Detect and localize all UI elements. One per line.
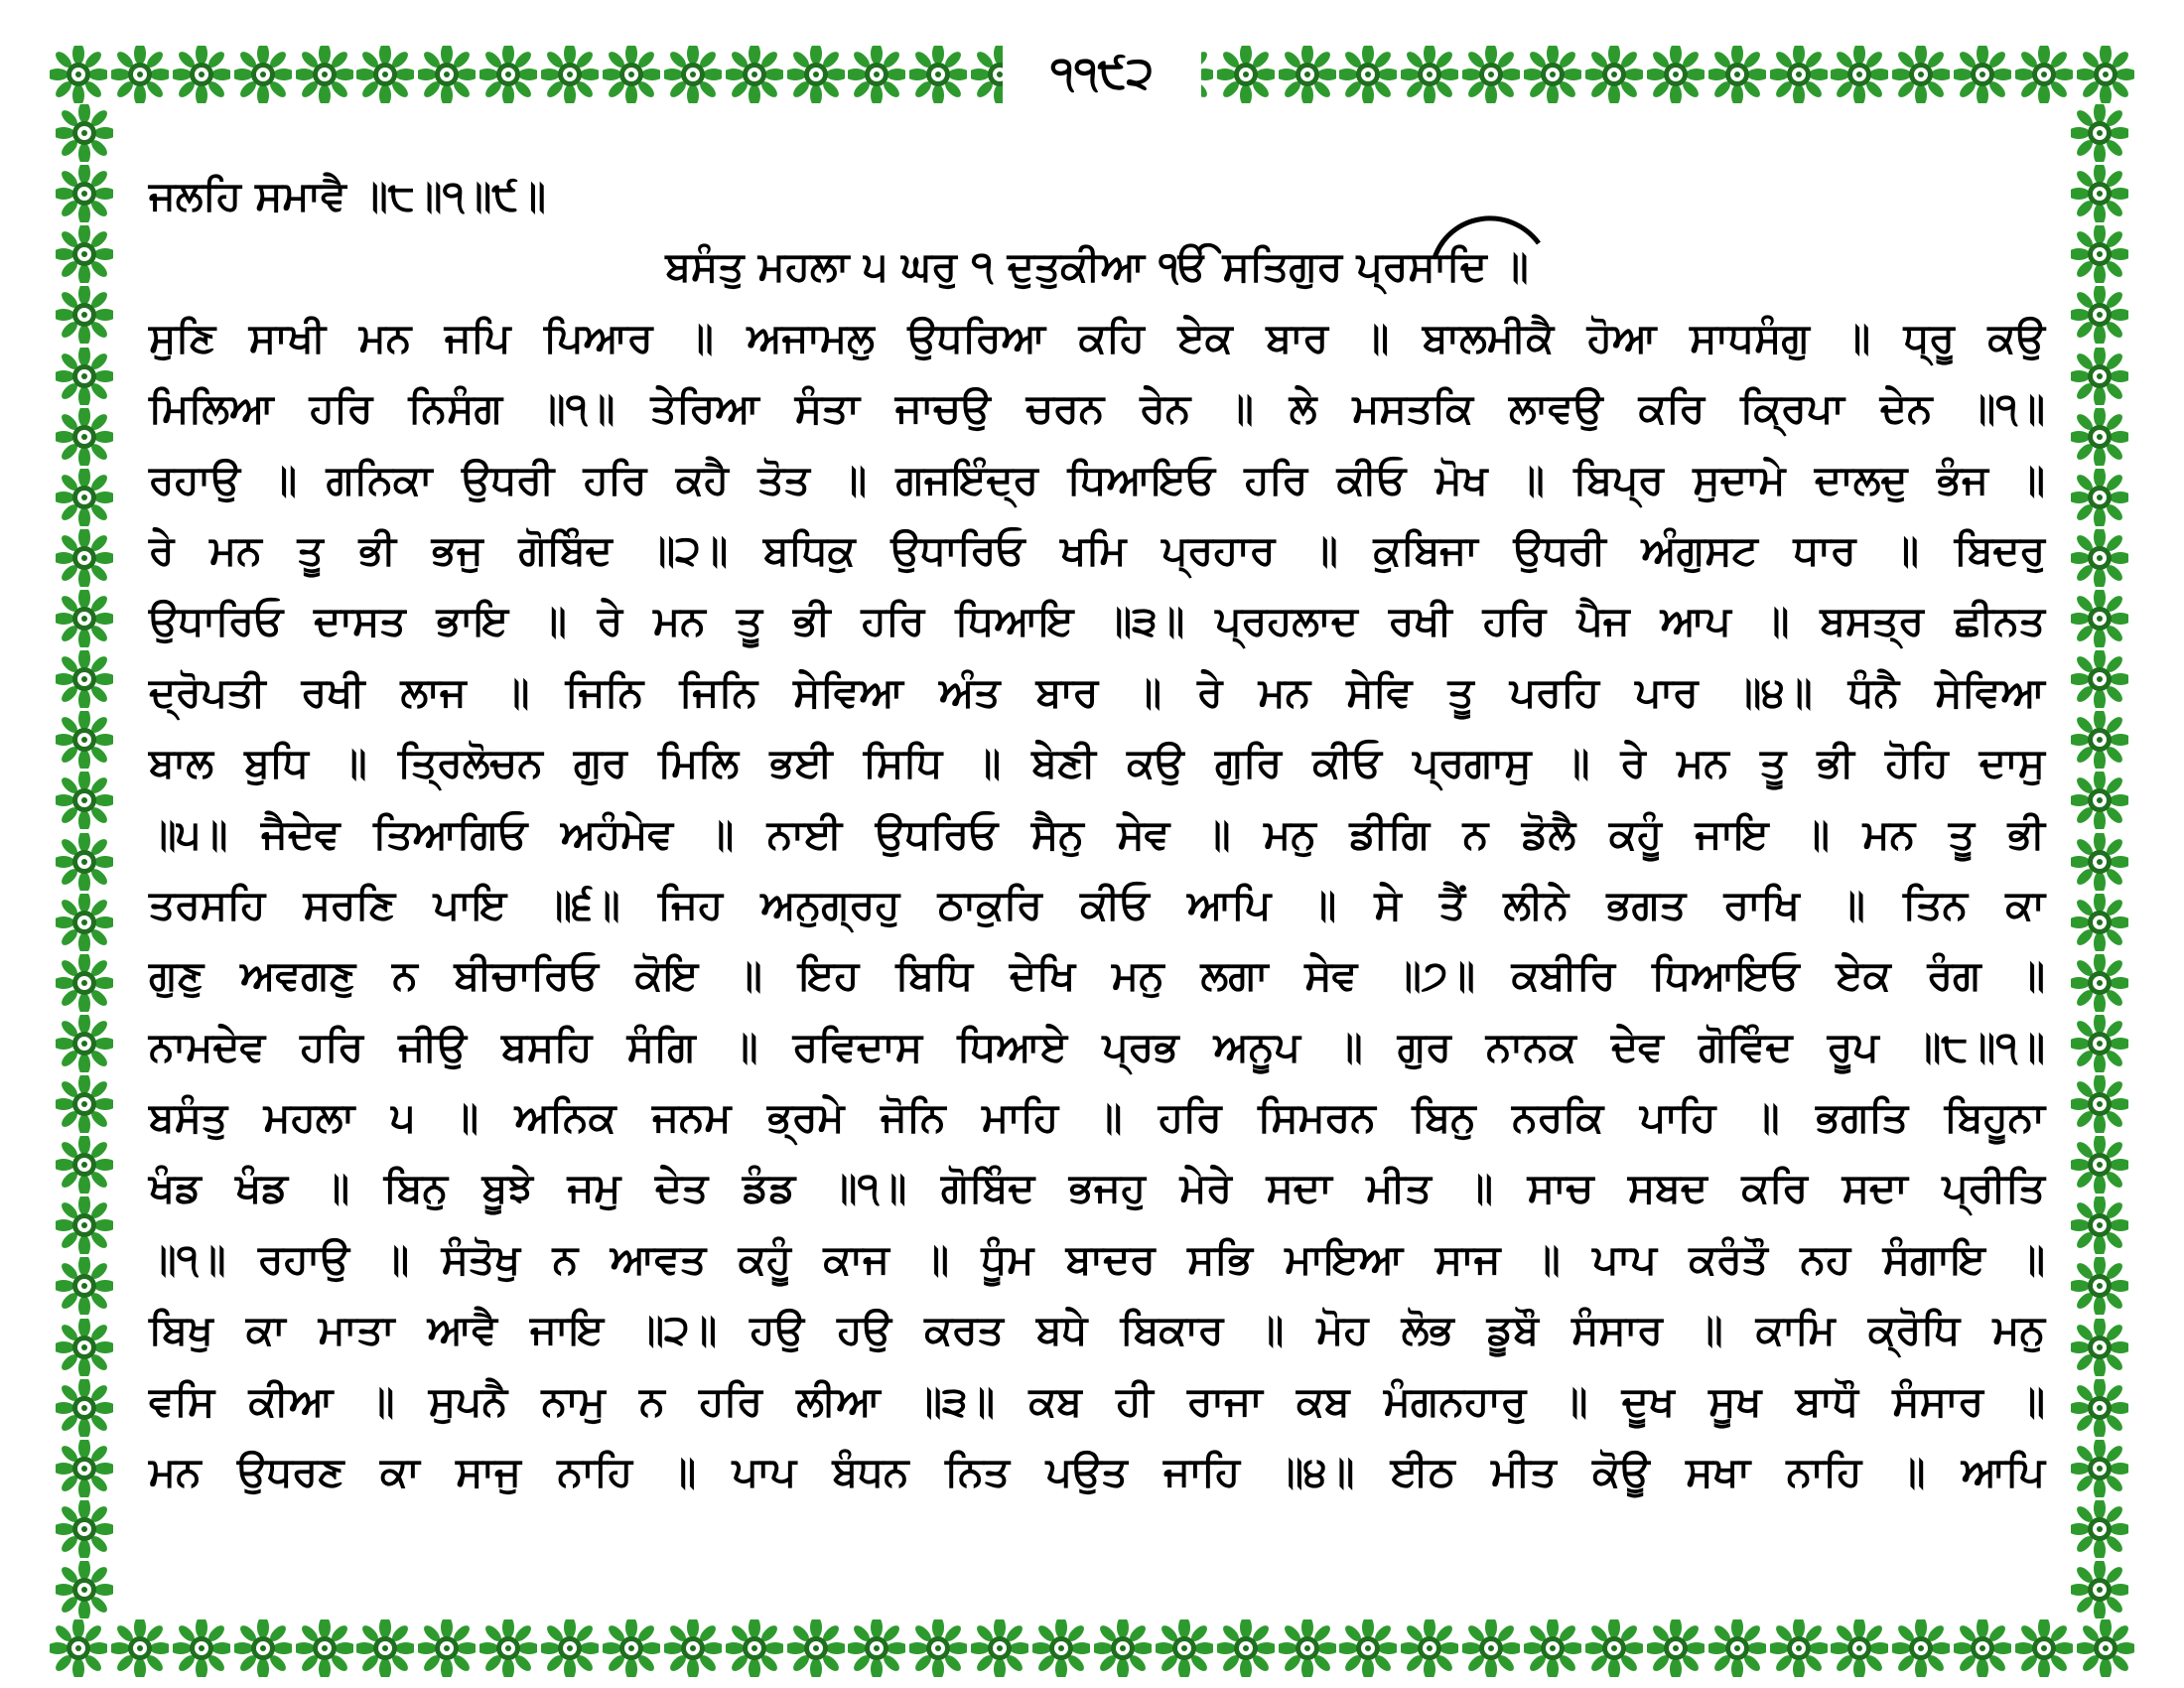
flower-icon	[2071, 1196, 2128, 1254]
flower-icon	[1708, 1619, 1766, 1677]
text-line: ਖੰਡ ਖੰਡ ॥ ਬਿਨੁ ਬੂਝੇ ਜਮੁ ਦੇਤ ਡੰਡ ॥੧॥ ਗੋਬਿੰਦ ਭਜਹੁ ਮੇਰੇ ਸਦਾ ਮੀਤ ॥ ਸਾਚ ਸਬਦ ਕਰਿ ਸਦਾ ਪ੍ਰੀਤਿ	[149, 1164, 2045, 1212]
text-line: ਨਾਮਦੇਵ ਹਰਿ ਜੀਉ ਬਸਹਿ ਸੰਗਿ ॥ ਰਵਿਦਾਸ ਧਿਆਏ ਪ੍ਰਭ ਅਨੂਪ ॥ ਗੁਰ ਨਾਨਕ ਦੇਵ ਗੋਵਿੰਦ ਰੂਪ ॥੮॥੧॥	[149, 1022, 2045, 1070]
flower-icon	[56, 1500, 113, 1558]
flower-icon	[56, 1257, 113, 1315]
flower-icon	[2071, 1136, 2128, 1194]
heading-text: ਬਸੰਤੁ ਮਹਲਾ ੫ ਘਰੁ ੧ ਦੁਤੁਕੀਆ ੴ ਸਤਿਗੁਰ ਪ੍ਰਸਾਦਿ ॥	[665, 242, 1529, 291]
flower-icon	[2071, 1075, 2128, 1133]
flower-icon	[2071, 1561, 2128, 1618]
text-line: ਮਨ ਉਧਰਣ ਕਾ ਸਾਜੁ ਨਾਹਿ ॥ ਪਾਪ ਬੰਧਨ ਨਿਤ ਪਉਤ ਜਾਹਿ ॥੪॥ ਈਠ ਮੀਤ ਕੋਊ ਸਖਾ ਨਾਹਿ ॥ ਆਪਿ	[149, 1448, 2045, 1496]
flower-icon	[56, 954, 113, 1012]
flower-icon	[1770, 46, 1828, 103]
flower-icon	[1339, 46, 1397, 103]
flower-icon	[848, 46, 905, 103]
flower-icon	[787, 46, 845, 103]
text-line: ਵਸਿ ਕੀਆ ॥ ਸੁਪਨੈ ਨਾਮੁ ਨ ਹਰਿ ਲੀਆ ॥੩॥ ਕਬ ਹੀ ਰਾਜਾ ਕਬ ਮੰਗਨਹਾਰੁ ॥ ਦੂਖ ਸੂਖ ਬਾਧੌ ਸੰਸਾਰ ॥	[149, 1376, 2045, 1425]
flower-icon	[56, 1561, 113, 1618]
scripture-text	[149, 161, 2045, 1507]
text-line: ॥੫॥ ਜੈਦੇਵ ਤਿਆਗਿਓ ਅਹੰਮੇਵ ॥ ਨਾਈ ਉਧਰਿਓ ਸੈਨੁ ਸੇਵ ॥ ਮਨੁ ਡੀਗਿ ਨ ਡੋਲੈ ਕਹੂੰ ਜਾਇ ॥ ਮਨ ਤੂ ਭੀ	[149, 809, 2045, 858]
flower-icon	[2071, 772, 2128, 829]
flower-icon	[296, 46, 353, 103]
text-line: ॥੧॥ ਰਹਾਉ ॥ ਸੰਤੋਖੁ ਨ ਆਵਤ ਕਹੂੰ ਕਾਜ ॥ ਧੂੰਮ ਬਾਦਰ ਸਭਿ ਮਾਇਆ ਸਾਜ ॥ ਪਾਪ ਕਰੰਤੌ ਨਹ ਸੰਗਾਇ ॥	[149, 1234, 2045, 1283]
flower-icon	[726, 46, 783, 103]
flower-icon	[603, 1619, 660, 1677]
flower-icon	[479, 46, 537, 103]
flower-icon	[234, 46, 292, 103]
flower-icon	[479, 1619, 537, 1677]
flower-icon	[2071, 1440, 2128, 1497]
flower-icon	[56, 772, 113, 829]
flower-icon	[971, 1619, 1028, 1677]
border-left	[50, 104, 119, 1618]
flower-icon	[356, 1619, 414, 1677]
page-number-box	[1003, 38, 1201, 107]
flower-icon	[56, 348, 113, 405]
flower-icon	[56, 165, 113, 222]
flower-icon	[1462, 1619, 1520, 1677]
flower-icon	[664, 46, 722, 103]
flower-icon	[603, 46, 660, 103]
flower-icon	[2071, 711, 2128, 769]
flower-icon	[726, 1619, 783, 1677]
flower-icon	[418, 46, 476, 103]
flower-icon	[1708, 46, 1766, 103]
flower-icon	[173, 46, 230, 103]
flower-icon	[111, 46, 169, 103]
flower-icon	[56, 408, 113, 466]
flower-icon	[2071, 650, 2128, 708]
text-line: ਜਲਹਿ ਸਮਾਵੈ ॥੮॥੧॥੯॥	[149, 172, 546, 219]
flower-icon	[1770, 1619, 1828, 1677]
text-line: ਦ੍ਰੋਪਤੀ ਰਖੀ ਲਾਜ ॥ ਜਿਨਿ ਜਿਨਿ ਸੇਵਿਆ ਅੰਤ ਬਾਰ ॥ ਰੇ ਮਨ ਸੇਵਿ ਤੂ ਪਰਹਿ ਪਾਰ ॥੪॥ ਧੰਨੈ ਸੇਵਿਆ	[149, 667, 2045, 716]
flower-icon	[173, 1619, 230, 1677]
flower-icon	[56, 286, 113, 344]
flower-icon	[1954, 46, 2011, 103]
flower-icon	[56, 1075, 113, 1133]
flower-icon	[2071, 1379, 2128, 1437]
flower-icon	[356, 46, 414, 103]
flower-icon	[418, 1619, 476, 1677]
flower-icon	[2015, 46, 2073, 103]
border-right	[2065, 104, 2134, 1618]
text-line: ਉਧਾਰਿਓ ਦਾਸਤ ਭਾਇ ॥ ਰੇ ਮਨ ਤੂ ਭੀ ਹਰਿ ਧਿਆਇ ॥੩॥ ਪ੍ਰਹਲਾਦ ਰਖੀ ਹਰਿ ਪੈਜ ਆਪ ॥ ਬਸਤ੍ਰ ਛੀਨਤ	[149, 597, 2045, 645]
flower-icon	[1892, 1619, 1950, 1677]
flower-icon	[56, 104, 113, 162]
flower-icon	[1217, 46, 1275, 103]
flower-icon	[296, 1619, 353, 1677]
flower-icon	[50, 1619, 107, 1677]
flower-icon	[56, 711, 113, 769]
flower-icon	[1524, 46, 1581, 103]
page-number: ੧੧੯੨	[1050, 47, 1154, 98]
flower-icon	[56, 529, 113, 587]
flower-icon	[848, 1619, 905, 1677]
flower-icon	[2071, 1257, 2128, 1315]
flower-icon	[1217, 1619, 1275, 1677]
flower-icon	[56, 1015, 113, 1072]
flower-icon	[1831, 1619, 1888, 1677]
flower-icon	[56, 1440, 113, 1497]
flower-icon	[1954, 1619, 2011, 1677]
flower-icon	[2071, 1500, 2128, 1558]
flower-icon	[2071, 286, 2128, 344]
flower-icon	[111, 1619, 169, 1677]
flower-icon	[2071, 408, 2128, 466]
flower-icon	[2071, 1015, 2128, 1072]
flower-icon	[2071, 833, 2128, 891]
flower-icon	[2071, 104, 2128, 162]
text-line: ਬਿਖੁ ਕਾ ਮਾਤਾ ਆਵੈ ਜਾਇ ॥੨॥ ਹਉ ਹਉ ਕਰਤ ਬਧੇ ਬਿਕਾਰ ॥ ਮੋਹ ਲੋਭ ਡੂਬੌ ਸੰਸਾਰ ॥ ਕਾਮਿ ਕ੍ਰੋਧਿ ਮਨੁ	[149, 1306, 2045, 1354]
flower-icon	[1462, 46, 1520, 103]
flower-icon	[2071, 894, 2128, 951]
text-line: ਸੁਣਿ ਸਾਖੀ ਮਨ ਜਪਿ ਪਿਆਰ ॥ ਅਜਾਮਲੁ ਉਧਰਿਆ ਕਹਿ ਏਕ ਬਾਰ ॥ ਬਾਲਮੀਕੈ ਹੋਆ ਸਾਧਸੰਗੁ ॥ ਧ੍ਰੂ ਕਉ	[149, 313, 2045, 361]
section-heading	[149, 231, 2045, 302]
flower-icon	[2071, 348, 2128, 405]
flower-icon	[56, 1319, 113, 1376]
text-line: ਬਸੰਤੁ ਮਹਲਾ ੫ ॥ ਅਨਿਕ ਜਨਮ ਭ੍ਰਮੇ ਜੋਨਿ ਮਾਹਿ ॥ ਹਰਿ ਸਿਮਰਨ ਬਿਨੁ ਨਰਕਿ ਪਾਹਿ ॥ ਭਗਤਿ ਬਿਹੂਨਾ	[149, 1093, 2045, 1142]
flower-icon	[56, 1136, 113, 1194]
flower-icon	[56, 894, 113, 951]
flower-icon	[56, 469, 113, 526]
flower-icon	[56, 650, 113, 708]
flower-icon	[56, 1196, 113, 1254]
flower-icon	[664, 1619, 722, 1677]
flower-icon	[2015, 1619, 2073, 1677]
flower-icon	[1647, 1619, 1705, 1677]
flower-icon	[1892, 46, 1950, 103]
flower-icon	[56, 833, 113, 891]
flower-icon	[541, 46, 599, 103]
flower-icon	[909, 1619, 967, 1677]
flower-icon	[1156, 1619, 1213, 1677]
flower-icon	[2071, 954, 2128, 1012]
flower-icon	[50, 46, 107, 103]
text-line: ਰਹਾਉ ॥ ਗਨਿਕਾ ਉਧਰੀ ਹਰਿ ਕਹੈ ਤੋਤ ॥ ਗਜਇੰਦ੍ਰ ਧਿਆਇਓ ਹਰਿ ਕੀਓ ਮੋਖ ॥ ਬਿਪ੍ਰ ਸੁਦਾਮੇ ਦਾਲਦੁ ਭੰਜ ॥	[149, 455, 2045, 503]
flower-icon	[1032, 1619, 1090, 1677]
text-line: ਗੁਣੁ ਅਵਗਣੁ ਨ ਬੀਚਾਰਿਓ ਕੋਇ ॥ ਇਹ ਬਿਧਿ ਦੇਖਿ ਮਨੁ ਲਗਾ ਸੇਵ ॥੭॥ ਕਬੀਰਿ ਧਿਆਇਓ ਏਕ ਰੰਗ ॥	[149, 951, 2045, 1000]
flower-icon	[56, 1379, 113, 1437]
flower-icon	[1401, 46, 1458, 103]
flower-icon	[1831, 46, 1888, 103]
flower-icon	[1339, 1619, 1397, 1677]
flower-icon	[2071, 225, 2128, 283]
flower-icon	[1524, 1619, 1581, 1677]
flower-icon	[1279, 1619, 1336, 1677]
flower-icon	[1585, 46, 1643, 103]
text-line: ਤਰਸਹਿ ਸਰਣਿ ਪਾਇ ॥੬॥ ਜਿਹ ਅਨੁਗ੍ਰਹੁ ਠਾਕੁਰਿ ਕੀਓ ਆਪਿ ॥ ਸੇ ਤੈਂ ਲੀਨੇ ਭਗਤ ਰਾਖਿ ॥ ਤਿਨ ਕਾ	[149, 880, 2045, 928]
flower-icon	[2071, 165, 2128, 222]
flower-icon	[2077, 46, 2134, 103]
flower-icon	[541, 1619, 599, 1677]
border-bottom	[50, 1614, 2134, 1683]
text-line: ਮਿਲਿਆ ਹਰਿ ਨਿਸੰਗ ॥੧॥ ਤੇਰਿਆ ਸੰਤਾ ਜਾਚਉ ਚਰਨ ਰੇਨ ॥ ਲੇ ਮਸਤਕਿ ਲਾਵਉ ਕਰਿ ਕ੍ਰਿਪਾ ਦੇਨ ॥੧॥	[149, 384, 2045, 433]
flower-icon	[1401, 1619, 1458, 1677]
flower-icon	[56, 590, 113, 647]
flower-icon	[1094, 1619, 1152, 1677]
text-line: ਰੇ ਮਨ ਤੂ ਭੀ ਭਜੁ ਗੋਬਿੰਦ ॥੨॥ ਬਧਿਕੁ ਉਧਾਰਿਓ ਖਮਿ ਪ੍ਰਹਾਰ ॥ ਕੁਬਿਜਾ ਉਧਰੀ ਅੰਗੁਸਟ ਧਾਰ ॥ ਬਿਦਰੁ	[149, 525, 2045, 574]
flower-icon	[234, 1619, 292, 1677]
ek-onkar-arc-icon	[1430, 204, 1549, 263]
flower-icon	[2071, 1319, 2128, 1376]
flower-icon	[56, 225, 113, 283]
flower-icon	[909, 46, 967, 103]
flower-icon	[1647, 46, 1705, 103]
flower-icon	[1585, 1619, 1643, 1677]
flower-icon	[2071, 469, 2128, 526]
flower-icon	[787, 1619, 845, 1677]
flower-icon	[2071, 590, 2128, 647]
flower-icon	[2077, 1619, 2134, 1677]
flower-icon	[1279, 46, 1336, 103]
text-line: ਬਾਲ ਬੁਧਿ ॥ ਤ੍ਰਿਲੋਚਨ ਗੁਰ ਮਿਲਿ ਭਈ ਸਿਧਿ ॥ ਬੇਣੀ ਕਉ ਗੁਰਿ ਕੀਓ ਪ੍ਰਗਾਸੁ ॥ ਰੇ ਮਨ ਤੂ ਭੀ ਹੋਹਿ ਦਾਸੁ	[149, 739, 2045, 787]
flower-icon	[2071, 529, 2128, 587]
